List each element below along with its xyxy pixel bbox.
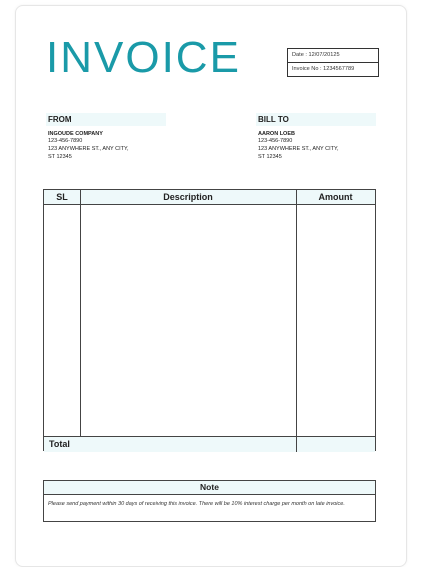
from-phone: 123-456-7890 xyxy=(48,138,83,144)
from-section xyxy=(46,113,166,161)
description-header: Description xyxy=(163,192,213,202)
bill-to-address-line1: 123 ANYWHERE ST., ANY CITY, xyxy=(258,146,339,152)
total-row xyxy=(44,436,375,452)
note-heading: Note xyxy=(44,481,375,495)
items-table xyxy=(43,189,376,451)
amount-header: Amount xyxy=(318,192,353,202)
total-amount-cell xyxy=(296,437,297,452)
from-address-line2: ST 12345 xyxy=(48,154,72,160)
invoice-number: Invoice No : 1234567789 xyxy=(288,62,378,76)
invoice-title: INVOICE xyxy=(46,33,241,82)
note-box xyxy=(43,480,376,522)
bill-to-heading: BILL TO xyxy=(256,113,376,126)
from-name: INGOUDE COMPANY xyxy=(48,131,103,137)
note-text: Please send payment within 30 days of receiving this invoice. There will be 10% interest charge per month on late invoice. xyxy=(48,501,345,507)
amount-column xyxy=(296,190,375,450)
bill-to-name: AARON LOEB xyxy=(258,131,295,137)
bill-to-section xyxy=(256,113,376,161)
sl-header: SL xyxy=(56,192,68,202)
invoice-date: Date : 12/07/20125 xyxy=(292,52,340,58)
sl-column xyxy=(44,190,81,450)
total-label: Total xyxy=(49,439,70,449)
from-address-line1: 123 ANYWHERE ST., ANY CITY, xyxy=(48,146,129,152)
bill-to-address-line2: ST 12345 xyxy=(258,154,282,160)
bill-to-phone: 123-456-7890 xyxy=(258,138,293,144)
invoice-meta-box xyxy=(287,48,379,77)
from-heading: FROM xyxy=(46,113,166,126)
